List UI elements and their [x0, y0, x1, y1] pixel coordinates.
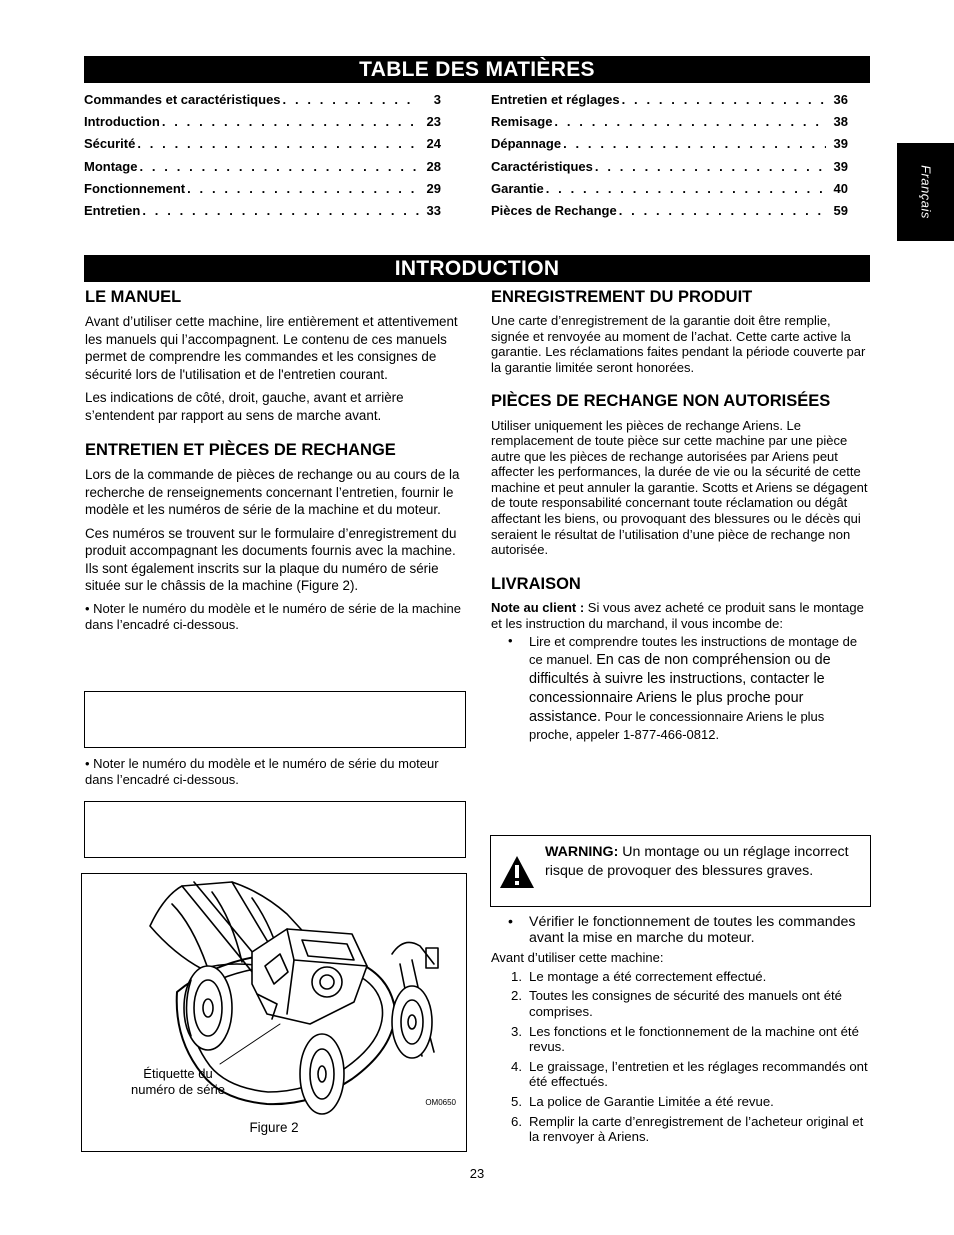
toc-entry[interactable]: Introduction . . . 23 — [84, 114, 441, 136]
checklist-item: 5. La police de Garantie Limitée a été revue. — [511, 1093, 774, 1109]
figure-2 — [81, 873, 467, 1152]
livraison-note: Note au client : Si vous avez acheté ce produit sans le montage et les instruction du marchand, il vous incombe de: — [491, 599, 864, 631]
checklist-item: 6. Remplir la carte d’enregistrement de l’acheteur original et la renvoyer à Ariens. — [511, 1113, 864, 1145]
introduction-title: INTRODUCTION — [84, 255, 870, 282]
toc-right-column — [491, 92, 848, 225]
livraison-bullet-1: • Lire et comprendre toutes les instructions de montage de ce manuel. En cas de non compréhension ou de difficultés à suivre les instructions, contacter le concessionnaire Ariens le plus proche pour assistance. Pour le concessionnaire Ariens le plus proche, appeler 1-877-466-0812. — [508, 633, 858, 743]
section-heading-entretien: ENTRETIEN ET PIÈCES DE RECHANGE — [85, 441, 396, 460]
engine-serial-entry-box[interactable] — [84, 801, 466, 858]
pieces-paragraph: Utiliser uniquement les pièces de rechange Ariens. Le remplacement de toute pièce sur cette machine par une pièce autre que les pièces de rechange autorisées par Ariens peut affecter les performances, la durée de vie ou la sécurité de cette machine et peut annuler la garantie. Scotts et Ariens se dégagent de toute responsabilité concernant toute réclamation ou dégât affectant les biens, ou provoquant des blessures ou le décès qui seraient le résultat de l’utilisation d’une pièce de rechange non autorisée. — [491, 417, 868, 558]
entretien-paragraph-1: Lors de la commande de pièces de rechange ou au cours de la recherche de renseignements concernant l’entretien, fournir le modèle et les numéros de série de la machine et du moteur. — [85, 467, 460, 518]
note-label: Note au client : — [491, 599, 585, 615]
checklist — [491, 969, 871, 1145]
checklist-item: 2. Toutes les consignes de sécurité des manuels ont été comprises. — [511, 988, 843, 1019]
entretien-paragraph-2: Ces numéros se trouvent sur le formulaire d’enregistrement du produit accompagnant les documents fournis avec la machine. Ils sont également inscrits sur la plaque du numéro de série située sur le châssis de la machine (Figure 2). — [85, 525, 457, 594]
section-heading-enregistrement: ENREGISTREMENT DU PRODUIT — [491, 288, 753, 306]
manuel-paragraph-1: Avant d’utiliser cette machine, lire entièrement et attentivement les manuels qui l’accompagnent. Le contenu de ces manuels permet de comprendre les commandes et les consignes de sécurité lors de l'utilisation et de l'entretien courant. — [85, 314, 458, 382]
entretien-bullet-machine: • Noter le numéro du modèle et le numéro de série de la machine dans l’encadré ci-dessous. — [85, 600, 461, 632]
entretien-bullet-moteur: • Noter le numéro du modèle et le numéro de série du moteur dans l’encadré ci-dessous. — [85, 756, 439, 787]
serial-label-callout: Étiquette du numéro de série — [131, 1066, 225, 1097]
right-column — [491, 287, 871, 744]
language-tab-label: Français — [918, 165, 933, 219]
toc-entry[interactable]: Caractéristiques . . . 39 — [491, 159, 848, 181]
figure-caption: Figure 2 — [249, 1120, 299, 1135]
language-tab[interactable] — [897, 143, 954, 241]
toc-entry[interactable]: Dépannage . . . 39 — [491, 136, 848, 158]
warning-triangle-icon — [499, 855, 535, 889]
manuel-paragraph-2: Les indications de côté, droit, gauche, avant et arrière s’entendent par rapport au sens de marche avant. — [85, 390, 404, 423]
toc-entry[interactable]: Pièces de Rechange . . . 59 — [491, 203, 848, 225]
right-column-lower — [491, 914, 871, 1149]
enregistrement-paragraph: Une carte d’enregistrement de la garantie doit être remplie, signée et renvoyée au moment de l’achat. Cette carte active la garantie. Les réclamations faites pendant la période couverte par la garantie limitée seront honorées. — [491, 313, 866, 375]
toc-entry[interactable]: Montage . . . 28 — [84, 159, 441, 181]
toc-entry[interactable]: Fonctionnement . . . 29 — [84, 181, 441, 203]
lawn-mower-illustration — [82, 874, 466, 1151]
toc-entry[interactable]: Entretien et réglages . . . 36 — [491, 92, 848, 114]
section-heading-pieces: PIÈCES DE RECHANGE NON AUTORISÉES — [491, 391, 831, 410]
page-number: 23 — [469, 1166, 485, 1181]
section-heading-livraison: LIVRAISON — [491, 574, 581, 593]
figure-code: OM0650 — [425, 1098, 456, 1107]
toc-entry[interactable]: Commandes et caractéristiques . . . 3 — [84, 92, 441, 114]
toc-entry[interactable]: Remisage . . . 38 — [491, 114, 848, 136]
livraison-bullet-2: • Vérifier le fonctionnement de toutes les commandes avant la mise en marche du moteur. — [508, 914, 856, 946]
before-use-text: Avant d’utiliser cette machine: — [491, 950, 664, 965]
left-column — [85, 287, 465, 638]
toc-entry[interactable]: Entretien . . . 33 — [84, 203, 441, 225]
warning-text: WARNING: Un montage ou un réglage incorrect risque de provoquer des blessures graves. — [545, 844, 849, 879]
checklist-item: 1. Le montage a été correctement effectué. — [511, 968, 767, 984]
section-heading-manuel: LE MANUEL — [85, 288, 182, 306]
toc-entry[interactable]: Sécurité . . . 24 — [84, 136, 441, 158]
checklist-item: 4. Le graissage, l’entretien et les réglages recommandés ont été effectués. — [511, 1058, 868, 1090]
toc-entry[interactable]: Garantie . . . 40 — [491, 181, 848, 203]
toc-left-column — [84, 92, 441, 225]
toc-title: TABLE DES MATIÈRES — [84, 56, 870, 83]
warning-box — [490, 835, 871, 907]
machine-serial-entry-box[interactable] — [84, 691, 466, 748]
checklist-item: 3. Les fonctions et le fonctionnement de la machine ont été revus. — [511, 1023, 859, 1055]
